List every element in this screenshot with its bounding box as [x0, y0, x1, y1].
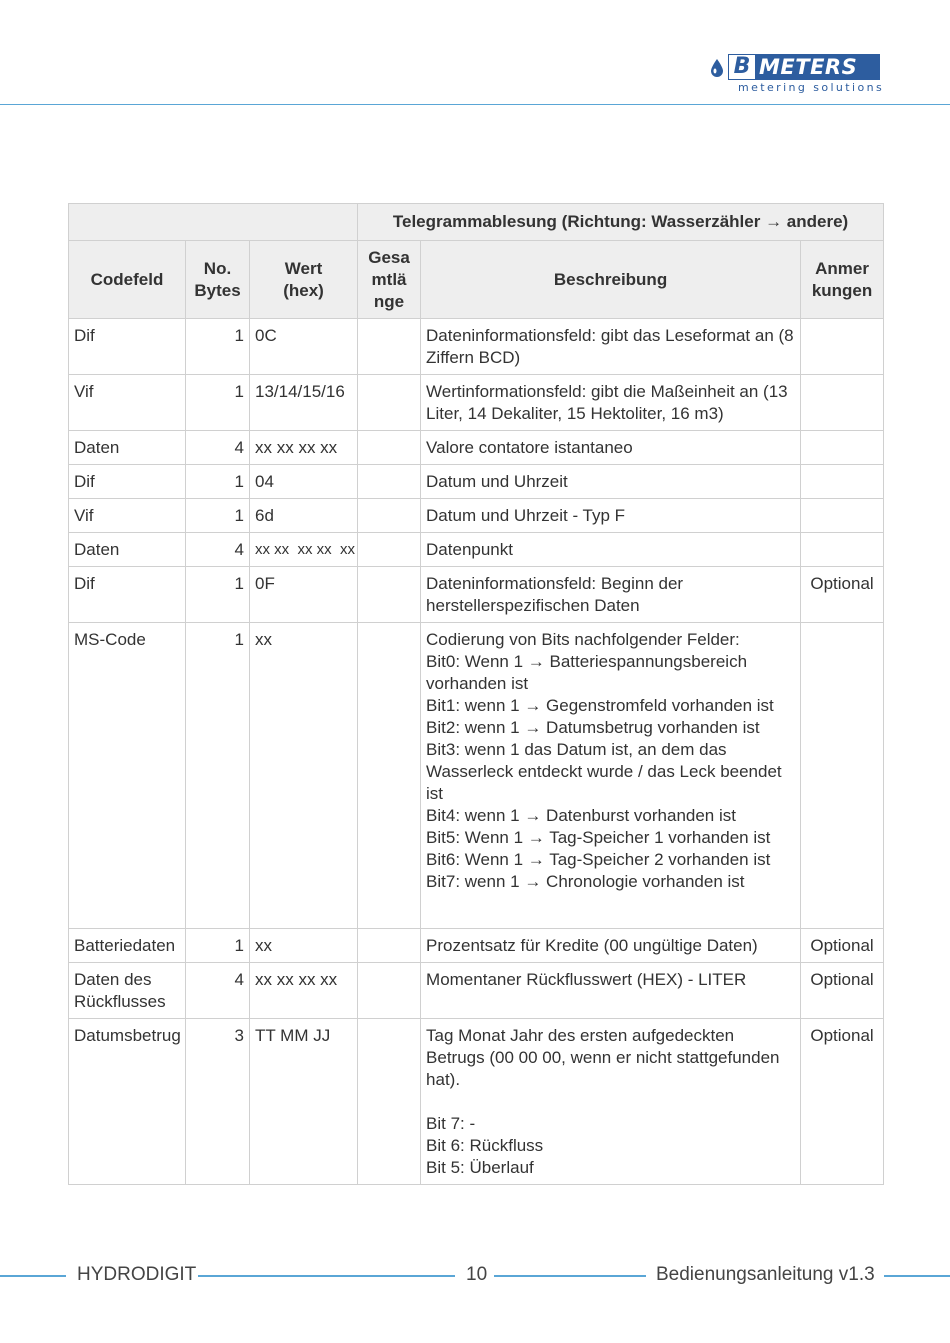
footer-product: HYDRODIGIT [77, 1264, 197, 1285]
code-cell: Batteriedaten [69, 929, 186, 963]
total-cell [358, 567, 421, 623]
note-cell [801, 319, 884, 375]
footer-divider [198, 1275, 455, 1277]
table-row [69, 1019, 884, 1185]
total-cell [358, 623, 421, 929]
footer-doc-title: Bedienungsanleitung v1.3 [656, 1264, 875, 1285]
bytes-cell: 1 [186, 623, 250, 929]
total-cell [358, 533, 421, 567]
column-header: Codefeld [69, 241, 186, 319]
column-header: No. Bytes [186, 241, 250, 319]
code-cell: Daten [69, 533, 186, 567]
description-cell: Wertinformationsfeld: gibt die Maßeinheit an (13 Liter, 14 Dekaliter, 15 Hektoliter, 16 m3) [421, 375, 801, 431]
description-cell: Datenpunkt [421, 533, 801, 567]
table-row [69, 929, 884, 963]
bytes-cell: 1 [186, 465, 250, 499]
total-cell [358, 963, 421, 1019]
total-cell [358, 319, 421, 375]
description-cell: Prozentsatz für Kredite (00 ungültige Daten) [421, 929, 801, 963]
footer-divider [884, 1275, 950, 1277]
value-cell: xx xx xx xx xx [250, 533, 358, 567]
table-row [69, 499, 884, 533]
code-cell: Daten des Rückflusses [69, 963, 186, 1019]
table-row [69, 375, 884, 431]
note-cell [801, 623, 884, 929]
telegram-table [68, 203, 884, 1185]
description-cell: Valore contatore istantaneo [421, 431, 801, 465]
header-divider [0, 104, 950, 105]
table-row [69, 465, 884, 499]
note-cell [801, 431, 884, 465]
code-cell: Daten [69, 431, 186, 465]
table-row [69, 319, 884, 375]
table-row [69, 623, 884, 929]
value-cell: TT MM JJ [250, 1019, 358, 1185]
column-header: Gesa mtlä nge [358, 241, 421, 319]
group-header: Telegrammablesung (Richtung: Wasserzähler → andere) [358, 204, 884, 241]
description-cell: Dateninformationsfeld: gibt das Leseformat an (8 Ziffern BCD) [421, 319, 801, 375]
bytes-cell: 3 [186, 1019, 250, 1185]
note-cell [801, 499, 884, 533]
total-cell [358, 929, 421, 963]
total-cell [358, 465, 421, 499]
total-cell [358, 1019, 421, 1185]
note-cell [801, 533, 884, 567]
description-cell: Codierung von Bits nachfolgender Felder: Bit0: Wenn 1 → Batteriespannungsbereich vorhanden ist Bit1: wenn 1 → Gegenstromfeld vorhanden ist Bit2: wenn 1 → Datumsbetrug vorhanden ist Bit3: wenn 1 das Datum ist, an dem das Wasserleck entdeckt wurde / das Leck beendet ist Bit4: wenn 1 → Datenburst vorhanden ist Bit5: Wenn 1 → Tag-Speicher 1 vorhanden ist Bit6: Wenn 1 → Tag-Speicher 2 vorhanden ist Bit7: wenn 1 → Chronologie vorhanden ist [421, 623, 801, 929]
bmeters-logo [710, 54, 885, 96]
footer-divider [0, 1275, 66, 1277]
value-cell: 6d [250, 499, 358, 533]
water-drop-icon [710, 58, 724, 78]
bytes-cell: 4 [186, 431, 250, 465]
note-cell: Optional [801, 567, 884, 623]
code-cell: MS-Code [69, 623, 186, 929]
bytes-cell: 1 [186, 567, 250, 623]
bytes-cell: 4 [186, 533, 250, 567]
logo-wordmark [728, 54, 880, 80]
logo-letter: B [733, 54, 751, 79]
table-row [69, 567, 884, 623]
bytes-cell: 1 [186, 499, 250, 533]
total-cell [358, 499, 421, 533]
table-row [69, 533, 884, 567]
description-cell: Dateninformationsfeld: Beginn der herstellerspezifischen Daten [421, 567, 801, 623]
value-cell: xx [250, 623, 358, 929]
bytes-cell: 1 [186, 929, 250, 963]
column-header-row [69, 241, 884, 319]
note-cell: Optional [801, 1019, 884, 1185]
note-cell: Optional [801, 963, 884, 1019]
value-cell: xx xx xx xx [250, 963, 358, 1019]
header-empty-cell [69, 204, 358, 241]
code-cell: Datumsbetrug [69, 1019, 186, 1185]
table-row [69, 963, 884, 1019]
description-cell: Tag Monat Jahr des ersten aufgedeckten Betrugs (00 00 00, wenn er nicht stattgefunden hat). Bit 7: - Bit 6: Rückfluss Bit 5: Überlauf [421, 1019, 801, 1185]
note-cell [801, 465, 884, 499]
table-row [69, 431, 884, 465]
code-cell: Dif [69, 465, 186, 499]
value-cell: xx [250, 929, 358, 963]
note-cell: Optional [801, 929, 884, 963]
value-cell: 13/14/15/16 [250, 375, 358, 431]
logo-word: METERS [755, 55, 879, 79]
value-cell: 0F [250, 567, 358, 623]
page-number: 10 [466, 1264, 488, 1285]
footer-divider [494, 1275, 646, 1277]
note-cell [801, 375, 884, 431]
bytes-cell: 4 [186, 963, 250, 1019]
total-cell [358, 431, 421, 465]
description-cell: Momentaner Rückflusswert (HEX) - LITER [421, 963, 801, 1019]
bytes-cell: 1 [186, 319, 250, 375]
code-cell: Dif [69, 567, 186, 623]
column-header: Anmer kungen [801, 241, 884, 319]
value-cell: xx xx xx xx [250, 431, 358, 465]
description-cell: Datum und Uhrzeit - Typ F [421, 499, 801, 533]
value-cell: 0C [250, 319, 358, 375]
code-cell: Dif [69, 319, 186, 375]
column-header: Beschreibung [421, 241, 801, 319]
description-cell: Datum und Uhrzeit [421, 465, 801, 499]
code-cell: Vif [69, 499, 186, 533]
logo-tagline: metering solutions [738, 81, 885, 94]
code-cell: Vif [69, 375, 186, 431]
bytes-cell: 1 [186, 375, 250, 431]
value-cell: 04 [250, 465, 358, 499]
column-header: Wert (hex) [250, 241, 358, 319]
total-cell [358, 375, 421, 431]
